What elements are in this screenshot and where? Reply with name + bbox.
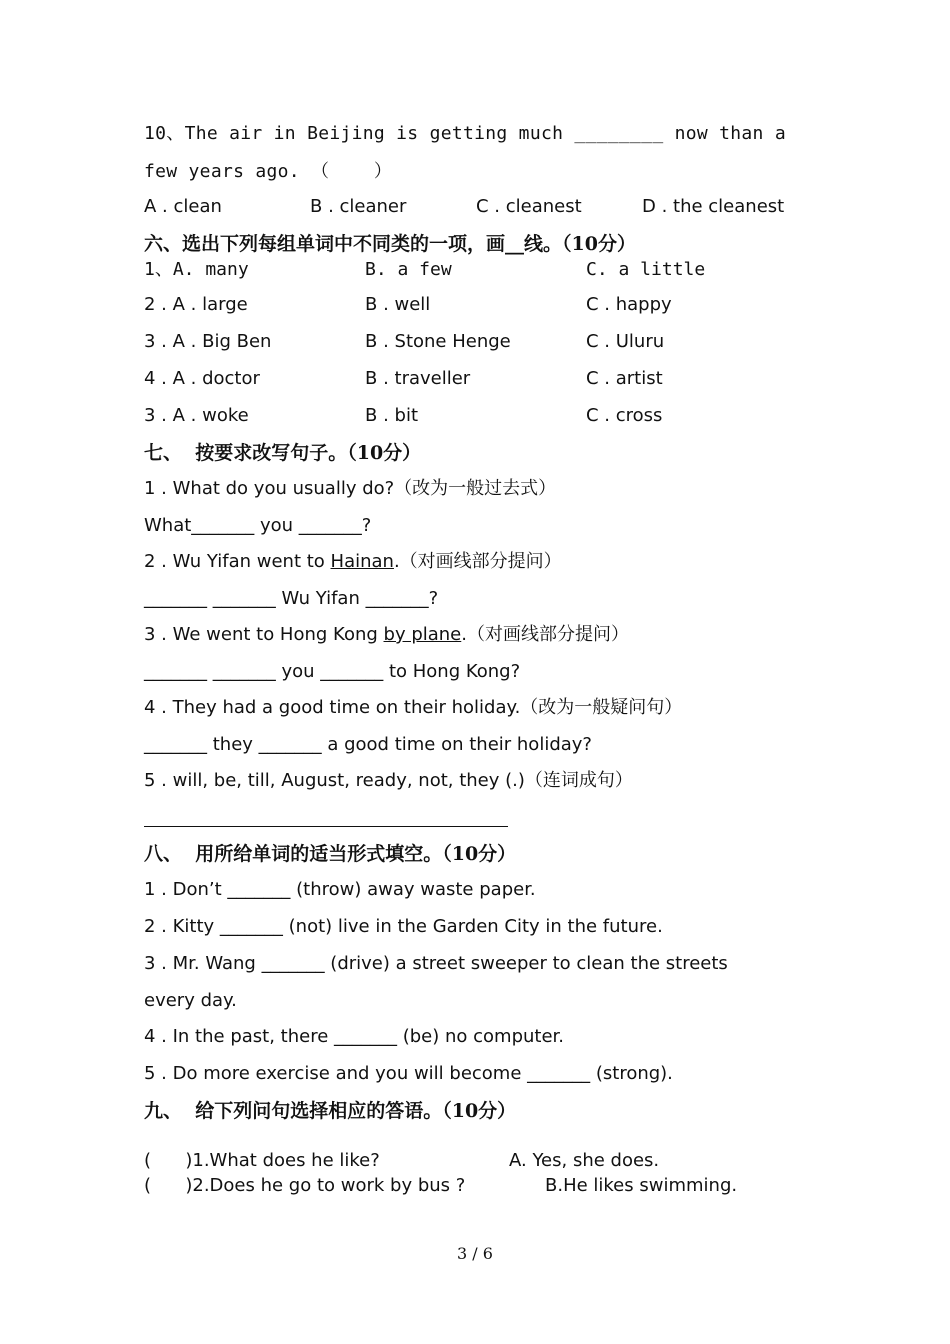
s6-row5-b: B . bit	[365, 405, 418, 426]
s7-q1: 1 . What do you usually do?（改为一般过去式）	[144, 478, 557, 499]
s7-q3-text: 3 . We went to Hong Kong	[144, 624, 384, 645]
page-number: 3 / 6	[457, 1244, 493, 1263]
s7-q2-instruction: .（对画线部分提问）	[393, 551, 562, 572]
s7-q1-answer-line: What_______ you _______?	[144, 515, 372, 536]
q10-option-b: B . cleaner	[310, 196, 407, 217]
s7-q4-answer-line: _______ they _______ a good time on their holiday?	[144, 734, 592, 755]
s7-q3-answer-line: _______ _______ you _______ to Hong Kong?	[144, 661, 521, 682]
s7-q3	[144, 624, 629, 646]
s8-q1: 1 . Don’t _______ (throw) away waste paper.	[144, 879, 536, 900]
s7-q3-instruction: .（对画线部分提问）	[461, 624, 629, 645]
s8-q3-line2: every day.	[144, 990, 237, 1011]
section9-heading: 九、 给下列问句选择相应的答语。（10分）	[144, 1100, 517, 1122]
s7-q5: 5 . will, be, till, August, ready, not, they (.)（连词成句）	[144, 770, 633, 791]
s7-q2-text: 2 . Wu Yifan went to	[144, 551, 331, 572]
s6-row5-c: C . cross	[586, 405, 663, 426]
q10-option-a: A . clean	[144, 196, 222, 217]
s7-q2-underlined: Hainan	[330, 551, 394, 572]
s8-q3-line1: 3 . Mr. Wang _______ (drive) a street sweeper to clean the streets	[144, 953, 728, 974]
s6-row3-b: B . Stone Henge	[365, 331, 511, 352]
s7-q4: 4 . They had a good time on their holiday.（改为一般疑问句）	[144, 697, 683, 718]
s6-row4-b: B . traveller	[365, 368, 471, 389]
s6-row1-a: 1、A. many	[144, 259, 249, 280]
s6-row2-b: B . well	[365, 294, 431, 315]
s6-row1-c: C. a little	[586, 259, 706, 280]
section8-heading: 八、 用所给单词的适当形式填空。（10分）	[144, 843, 517, 865]
s7-q3-underlined: by plane	[383, 624, 462, 645]
s9-a2: B.He likes swimming.	[545, 1175, 738, 1196]
s6-row2-c: C . happy	[586, 294, 672, 315]
s6-row4-a: 4 . A . doctor	[144, 368, 260, 389]
s7-q2	[144, 551, 562, 573]
s8-q4: 4 . In the past, there _______ (be) no computer.	[144, 1026, 565, 1047]
s6-row3-a: 3 . A . Big Ben	[144, 331, 272, 352]
section6-heading: 六、选出下列每组单词中不同类的一项，画__线。（10分）	[144, 233, 636, 255]
q10-line1: 10、The air in Beijing is getting much ________ now than a	[144, 123, 786, 144]
s6-row1-b: B. a few	[365, 259, 452, 280]
s6-row2-a: 2 . A . large	[144, 294, 248, 315]
s9-q1: ( )1.What does he like?	[144, 1150, 380, 1171]
q10-option-c: C . cleanest	[476, 196, 582, 217]
s6-row3-c: C . Uluru	[586, 331, 665, 352]
s7-q5-answer-rule	[144, 826, 508, 827]
section7-heading: 七、 按要求改写句子。（10分）	[144, 442, 422, 464]
s6-row4-c: C . artist	[586, 368, 663, 389]
s9-a1: A. Yes, she does.	[509, 1150, 660, 1171]
q10-line2: few years ago. （ ）	[144, 161, 393, 182]
s6-row5-a: 3 . A . woke	[144, 405, 249, 426]
s9-q2: ( )2.Does he go to work by bus ?	[144, 1175, 466, 1196]
s8-q5: 5 . Do more exercise and you will become _______ (strong).	[144, 1063, 673, 1084]
s8-q2: 2 . Kitty _______ (not) live in the Garden City in the future.	[144, 916, 663, 937]
s7-q2-answer-line: _______ _______ Wu Yifan _______?	[144, 588, 439, 609]
q10-option-d: D . the cleanest	[642, 196, 785, 217]
